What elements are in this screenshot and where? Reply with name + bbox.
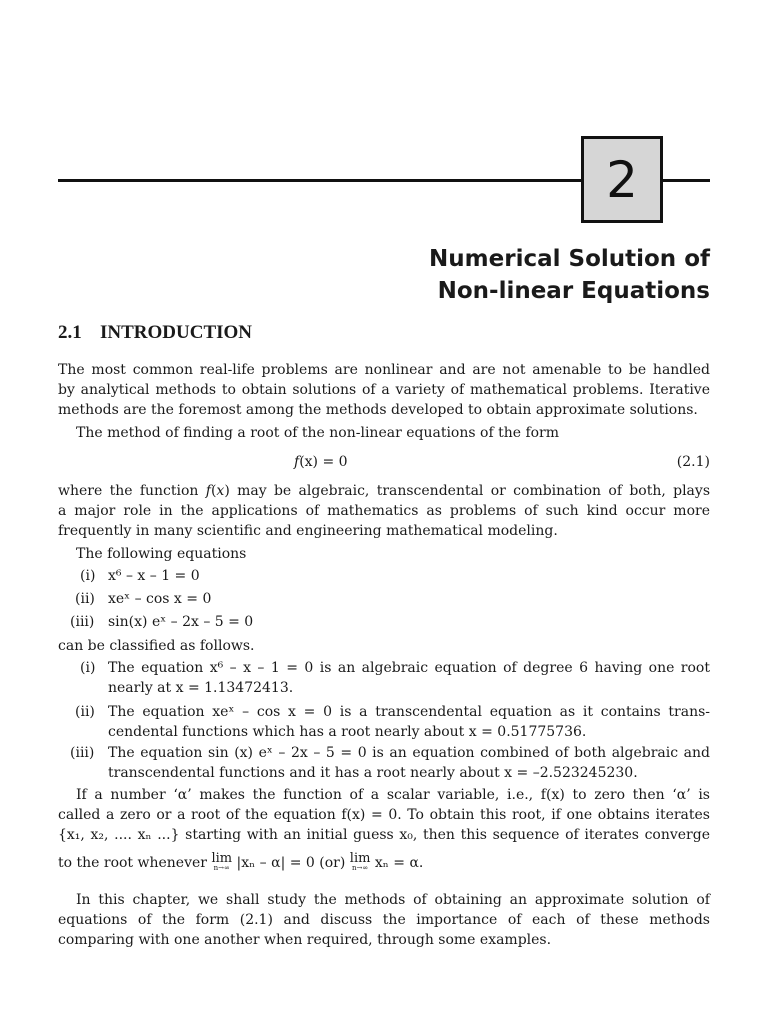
- text-line: methods are the foremost among the methods developed to obtain approximate solutions.: [58, 402, 698, 418]
- eq-list-label: (i): [80, 568, 96, 584]
- chapter-title-line1: Numerical Solution of: [429, 246, 710, 272]
- text-line: equations of the form (2.1) and discuss the importance of each of these methods: [58, 912, 710, 928]
- text-line: by analytical methods to obtain solutions of a variety of mathematical problems. Iterative: [58, 382, 710, 398]
- class-label: (iii): [70, 745, 95, 761]
- class-label: (i): [80, 660, 96, 676]
- paragraph-method: The method of finding a root of the non-linear equations of the form: [76, 425, 560, 441]
- class-label: (ii): [75, 704, 95, 720]
- paragraph-chapter-scope: [58, 890, 710, 950]
- class-item: [108, 702, 710, 742]
- text-line: a major role in the applications of mathematics as problems of such kind occur more: [58, 503, 710, 519]
- text-span: xₙ = α.: [374, 855, 424, 871]
- text-span: may be algebraic, transcendental or combination of both, plays: [229, 483, 710, 499]
- lim-subscript: n→∞: [213, 864, 230, 872]
- class-item: [108, 658, 710, 698]
- section-number: 2.1: [58, 322, 82, 343]
- eq-list-label: (ii): [75, 591, 95, 607]
- paragraph-intro: [58, 360, 710, 420]
- text-line: where the function f(x) may be algebraic, transcendental or combination of both, plays: [58, 483, 710, 499]
- section-heading: [58, 322, 252, 344]
- following-equations: The following equations: [76, 546, 247, 562]
- eq-list-item: xeˣ – cos x = 0: [108, 591, 212, 607]
- text-span: |xₙ – α| = 0 (or): [236, 855, 350, 871]
- text-span: where the function: [58, 483, 206, 499]
- lim-subscript: n→∞: [352, 864, 369, 872]
- text-line: The equation x⁶ – x – 1 = 0 is an algebraic equation of degree 6 having one root: [108, 660, 710, 676]
- limit-operator: [211, 853, 232, 872]
- text-line: If a number ‘α’ makes the function of a scalar variable, i.e., f(x) to zero then ‘α’ is: [76, 787, 710, 803]
- text-line: called a zero or a root of the equation f(x) = 0. To obtain this root, if one obtains iterates: [58, 807, 710, 823]
- limit-operator: [350, 853, 371, 872]
- chapter-title-line2: Non-linear Equations: [437, 278, 710, 304]
- text-line: comparing with one another when required, through some examples.: [58, 932, 552, 948]
- text-line: The most common real-life problems are nonlinear and are not amenable to be handled: [58, 362, 710, 378]
- lim-word: lim: [211, 851, 233, 866]
- text-line: The equation sin (x) eˣ – 2x – 5 = 0 is an equation combined of both algebraic and: [108, 745, 710, 761]
- text-line: {x₁, x₂, .... xₙ ...} starting with an initial guess x₀, then this sequence of iterates converge: [58, 827, 710, 843]
- text-line: The equation xeˣ – cos x = 0 is a transcendental equation as it contains trans-: [108, 704, 710, 720]
- equation-2-1: [294, 452, 348, 472]
- paragraph-root: [58, 785, 710, 873]
- equation-argument: (x): [299, 454, 319, 470]
- lim-word: lim: [349, 851, 371, 866]
- text-line: In this chapter, we shall study the methods of obtaining an approximate solution of: [76, 892, 710, 908]
- equation-function: f: [294, 454, 300, 470]
- text-line: transcendental functions and it has a root nearly about x = –2.523245230.: [108, 765, 638, 781]
- class-item: [108, 743, 710, 783]
- eq-list-item: sin(x) eˣ – 2x – 5 = 0: [108, 614, 254, 630]
- eq-list-label: (iii): [70, 614, 95, 630]
- text-line: cendental functions which has a root nearly about x = 0.51775736.: [108, 724, 587, 740]
- text-line: frequently in many scientific and engineering mathematical modeling.: [58, 523, 558, 539]
- classified-text: can be classified as follows.: [58, 638, 255, 654]
- text-line: nearly at x = 1.13472413.: [108, 680, 294, 696]
- section-title: INTRODUCTION: [100, 322, 253, 343]
- chapter-title: [429, 243, 710, 307]
- equation-label: (2.1): [676, 454, 710, 470]
- chapter-number: 2: [606, 150, 638, 209]
- paragraph-function: [58, 481, 710, 541]
- eq-list-item: x⁶ – x – 1 = 0: [108, 568, 200, 584]
- limit-line: [58, 853, 710, 873]
- equation-rhs: = 0: [318, 454, 348, 470]
- chapter-number-box: [581, 136, 663, 223]
- text-span: to the root whenever: [58, 855, 212, 871]
